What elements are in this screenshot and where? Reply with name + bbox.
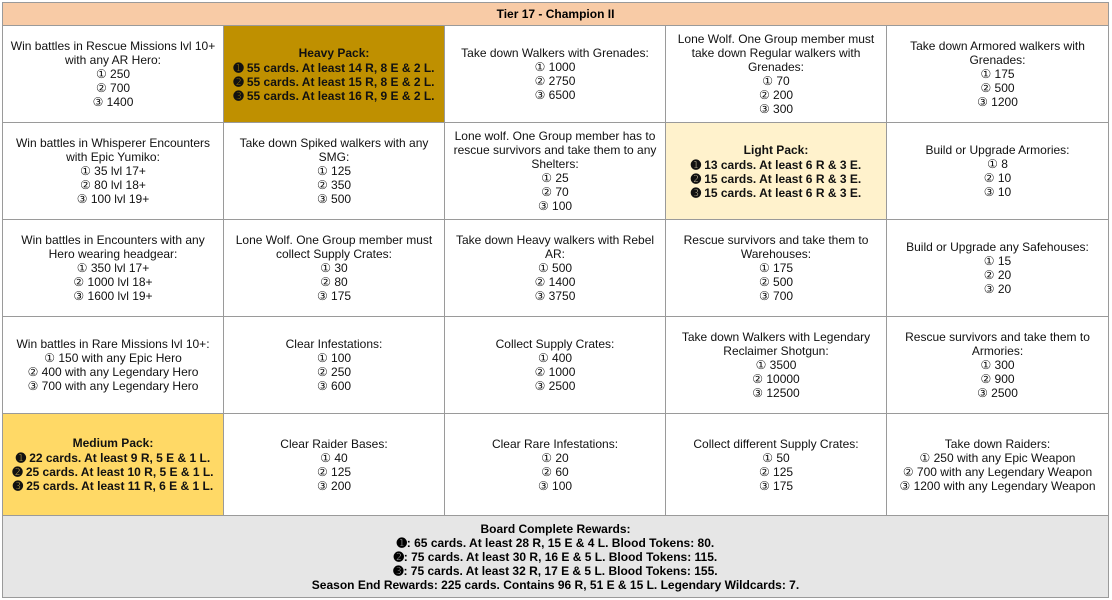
- task-tier-line: ② 500: [980, 81, 1015, 95]
- board-complete-rewards: [3, 516, 1108, 597]
- task-tier-line: ② 200: [758, 88, 794, 102]
- task-tier-line: ② 700: [95, 81, 131, 95]
- task-tier-line: ② 350: [316, 178, 352, 192]
- task-title: Take down Raiders:: [944, 436, 1051, 451]
- task-tier-line: ③ 2500: [977, 386, 1018, 400]
- task-cell: [445, 220, 666, 317]
- task-tier-line: ① 3500: [755, 358, 797, 372]
- task-tier-line: ③ 500: [316, 192, 352, 206]
- task-cell: [224, 220, 445, 317]
- task-title: Lone wolf. One Group member has to rescue survivors and take them to any Shelters:: [453, 129, 657, 171]
- task-tier-line: ③ 175: [316, 289, 352, 303]
- task-tier-line: ① 30: [320, 261, 348, 275]
- task-tier-line: ① 250: [95, 67, 131, 81]
- pack-tier-line: ➋ 25 cards. At least 10 R, 5 E & 1 L.: [12, 465, 214, 479]
- task-tier-line: ③ 1200: [977, 95, 1018, 109]
- task-tier-line: ③ 200: [316, 478, 352, 493]
- task-tier-line: ② 80 lvl 18+: [80, 178, 146, 192]
- task-tier-line: ② 60: [541, 464, 569, 479]
- task-cell: [3, 26, 224, 123]
- task-tier-line: ③ 100 lvl 19+: [76, 192, 150, 206]
- task-title: Collect Supply Crates:: [495, 337, 615, 351]
- task-tier-line: ① 1000: [534, 60, 576, 74]
- pack-tier-line: ➌ 25 cards. At least 11 R, 6 E & 1 L.: [12, 479, 214, 493]
- task-title: Clear Raider Bases:: [280, 436, 388, 451]
- light-pack-cell: [666, 123, 887, 220]
- task-title: Build or Upgrade Armories:: [925, 143, 1070, 157]
- task-title: Build or Upgrade any Safehouses:: [906, 240, 1089, 254]
- task-tier-line: ③ 2500: [534, 379, 576, 393]
- task-cell: [887, 26, 1108, 123]
- task-title: Take down Heavy walkers with Rebel AR:: [455, 233, 655, 261]
- task-cell: [887, 220, 1108, 317]
- task-tier-line: ③ 1400: [92, 95, 134, 109]
- pack-tier-line: ➊ 22 cards. At least 9 R, 5 E & 1 L.: [15, 451, 211, 465]
- task-tier-line: ② 125: [758, 464, 794, 479]
- task-cell: [3, 220, 224, 317]
- task-tier-line: ① 25: [541, 171, 569, 185]
- footer-reward-line: ➊: 65 cards. At least 28 R, 15 E & 4 L. Blood Tokens: 80.: [396, 535, 715, 550]
- task-tier-line: ① 8: [987, 157, 1008, 171]
- task-tier-line: ③ 700 with any Legendary Hero: [27, 379, 199, 393]
- task-title: Take down Armored walkers with Grenades:: [910, 39, 1085, 67]
- footer-reward-line: ➌: 75 cards. At least 32 R, 17 E & 5 L. Blood Tokens: 155.: [393, 563, 718, 578]
- task-cell: [445, 123, 666, 220]
- task-tier-line: ③ 10: [983, 185, 1012, 199]
- task-tier-line: ② 1000: [534, 365, 576, 379]
- pack-tier-line: ➌ 15 cards. At least 6 R & 3 E.: [690, 185, 862, 200]
- task-title: Rescue survivors and take them to Armories:: [905, 330, 1090, 358]
- task-title: Take down Spiked walkers with any SMG:: [239, 136, 429, 164]
- board-title: Tier 17 - Champion II: [3, 3, 1108, 26]
- task-cell: [445, 26, 666, 123]
- task-tier-line: ③ 6500: [534, 88, 576, 102]
- task-tier-line: ② 2750: [534, 74, 576, 88]
- task-cell: [3, 317, 224, 414]
- task-tier-line: ② 80: [320, 275, 348, 289]
- task-cell: [445, 414, 666, 516]
- task-tier-line: ③ 700: [758, 289, 794, 303]
- task-cell: [224, 414, 445, 516]
- task-title: Clear Infestations:: [285, 337, 383, 351]
- medium-pack-cell: [3, 414, 224, 516]
- task-tier-line: ① 300: [980, 358, 1015, 372]
- task-tier-line: ② 250: [316, 365, 352, 379]
- task-tier-line: ③ 100: [537, 478, 573, 493]
- task-tier-line: ③ 3750: [534, 289, 576, 303]
- pack-title: Heavy Pack:: [298, 45, 370, 60]
- task-cell: [666, 414, 887, 516]
- task-grid: [3, 26, 1108, 516]
- task-cell: [887, 123, 1108, 220]
- task-tier-line: ① 500: [537, 261, 573, 275]
- task-tier-line: ① 250 with any Epic Weapon: [919, 450, 1076, 465]
- task-tier-line: ① 15: [983, 254, 1012, 268]
- task-cell: [887, 317, 1108, 414]
- task-tier-line: ② 10000: [752, 372, 800, 386]
- task-tier-line: ② 1400: [534, 275, 576, 289]
- pack-tier-line: ➊ 13 cards. At least 6 R & 3 E.: [690, 157, 862, 172]
- task-tier-line: ① 20: [541, 450, 569, 465]
- task-tier-line: ① 70: [762, 74, 790, 88]
- task-title: Win battles in Rescue Missions lvl 10+ with any AR Hero:: [10, 39, 216, 67]
- task-cell: [887, 414, 1108, 516]
- task-title: Win battles in Encounters with any Hero wearing headgear:: [21, 233, 205, 261]
- task-title: Collect different Supply Crates:: [693, 436, 859, 451]
- task-tier-line: ③ 300: [758, 102, 794, 116]
- task-tier-line: ① 35 lvl 17+: [80, 164, 146, 178]
- task-tier-line: ② 125: [316, 464, 352, 479]
- task-tier-line: ③ 1600 lvl 19+: [73, 289, 153, 303]
- task-cell: [224, 123, 445, 220]
- task-tier-line: ① 150 with any Epic Hero: [44, 351, 182, 365]
- season-end-rewards: Season End Rewards: 225 cards. Contains 96 R, 51 E & 15 L. Legendary Wildcards: 7.: [311, 577, 800, 592]
- task-title: Win battles in Whisperer Encounters with Epic Yumiko:: [15, 136, 211, 164]
- task-cell: [666, 26, 887, 123]
- task-tier-line: ③ 175: [758, 478, 794, 493]
- task-tier-line: ① 175: [980, 67, 1015, 81]
- pack-tier-line: ➋ 15 cards. At least 6 R & 3 E.: [690, 171, 862, 186]
- task-title: Take down Walkers with Grenades:: [461, 46, 649, 60]
- task-title: Win battles in Rare Missions lvl 10+:: [16, 337, 210, 351]
- task-tier-line: ① 50: [762, 450, 790, 465]
- task-tier-line: ③ 20: [983, 282, 1012, 296]
- task-title: Clear Rare Infestations:: [491, 436, 619, 451]
- footer-reward-line: ➋: 75 cards. At least 30 R, 16 E & 5 L. Blood Tokens: 115.: [393, 549, 718, 564]
- task-tier-line: ① 175: [758, 261, 794, 275]
- task-tier-line: ② 10: [983, 171, 1012, 185]
- footer-heading: Board Complete Rewards:: [480, 521, 631, 536]
- pack-title: Medium Pack:: [72, 436, 154, 450]
- task-title: Rescue survivors and take them to Warehouses:: [683, 233, 869, 261]
- task-tier-line: ③ 600: [316, 379, 352, 393]
- task-tier-line: ① 125: [316, 164, 352, 178]
- task-tier-line: ② 20: [983, 268, 1012, 282]
- pack-tier-line: ➋ 55 cards. At least 15 R, 8 E & 2 L.: [233, 74, 435, 89]
- task-tier-line: ① 350 lvl 17+: [76, 261, 150, 275]
- task-cell: [224, 317, 445, 414]
- task-tier-line: ② 700 with any Legendary Weapon: [902, 464, 1093, 479]
- task-tier-line: ② 1000 lvl 18+: [73, 275, 153, 289]
- task-cell: [666, 220, 887, 317]
- task-tier-line: ② 70: [541, 185, 569, 199]
- pack-tier-line: ➌ 55 cards. At least 16 R, 9 E & 2 L.: [233, 88, 435, 103]
- heavy-pack-cell: [224, 26, 445, 123]
- task-tier-line: ② 400 with any Legendary Hero: [27, 365, 199, 379]
- task-title: Lone Wolf. One Group member must collect Supply Crates:: [235, 233, 433, 261]
- task-tier-line: ③ 1200 with any Legendary Weapon: [899, 478, 1096, 493]
- task-cell: [3, 123, 224, 220]
- task-tier-line: ② 900: [980, 372, 1015, 386]
- pack-tier-line: ➊ 55 cards. At least 14 R, 8 E & 2 L.: [233, 60, 435, 75]
- task-tier-line: ① 40: [320, 450, 348, 465]
- task-tier-line: ① 400: [537, 351, 573, 365]
- task-title: Take down Walkers with Legendary Reclaimer Shotgun:: [681, 330, 871, 358]
- task-cell: [666, 317, 887, 414]
- task-cell: [445, 317, 666, 414]
- task-tier-line: ③ 100: [537, 199, 573, 213]
- task-tier-line: ③ 12500: [752, 386, 800, 400]
- task-title: Lone Wolf. One Group member must take down Regular walkers with Grenades:: [677, 32, 875, 74]
- task-tier-line: ② 500: [758, 275, 794, 289]
- reward-board: [2, 2, 1109, 598]
- pack-title: Light Pack:: [743, 142, 809, 157]
- task-tier-line: ① 100: [316, 351, 352, 365]
